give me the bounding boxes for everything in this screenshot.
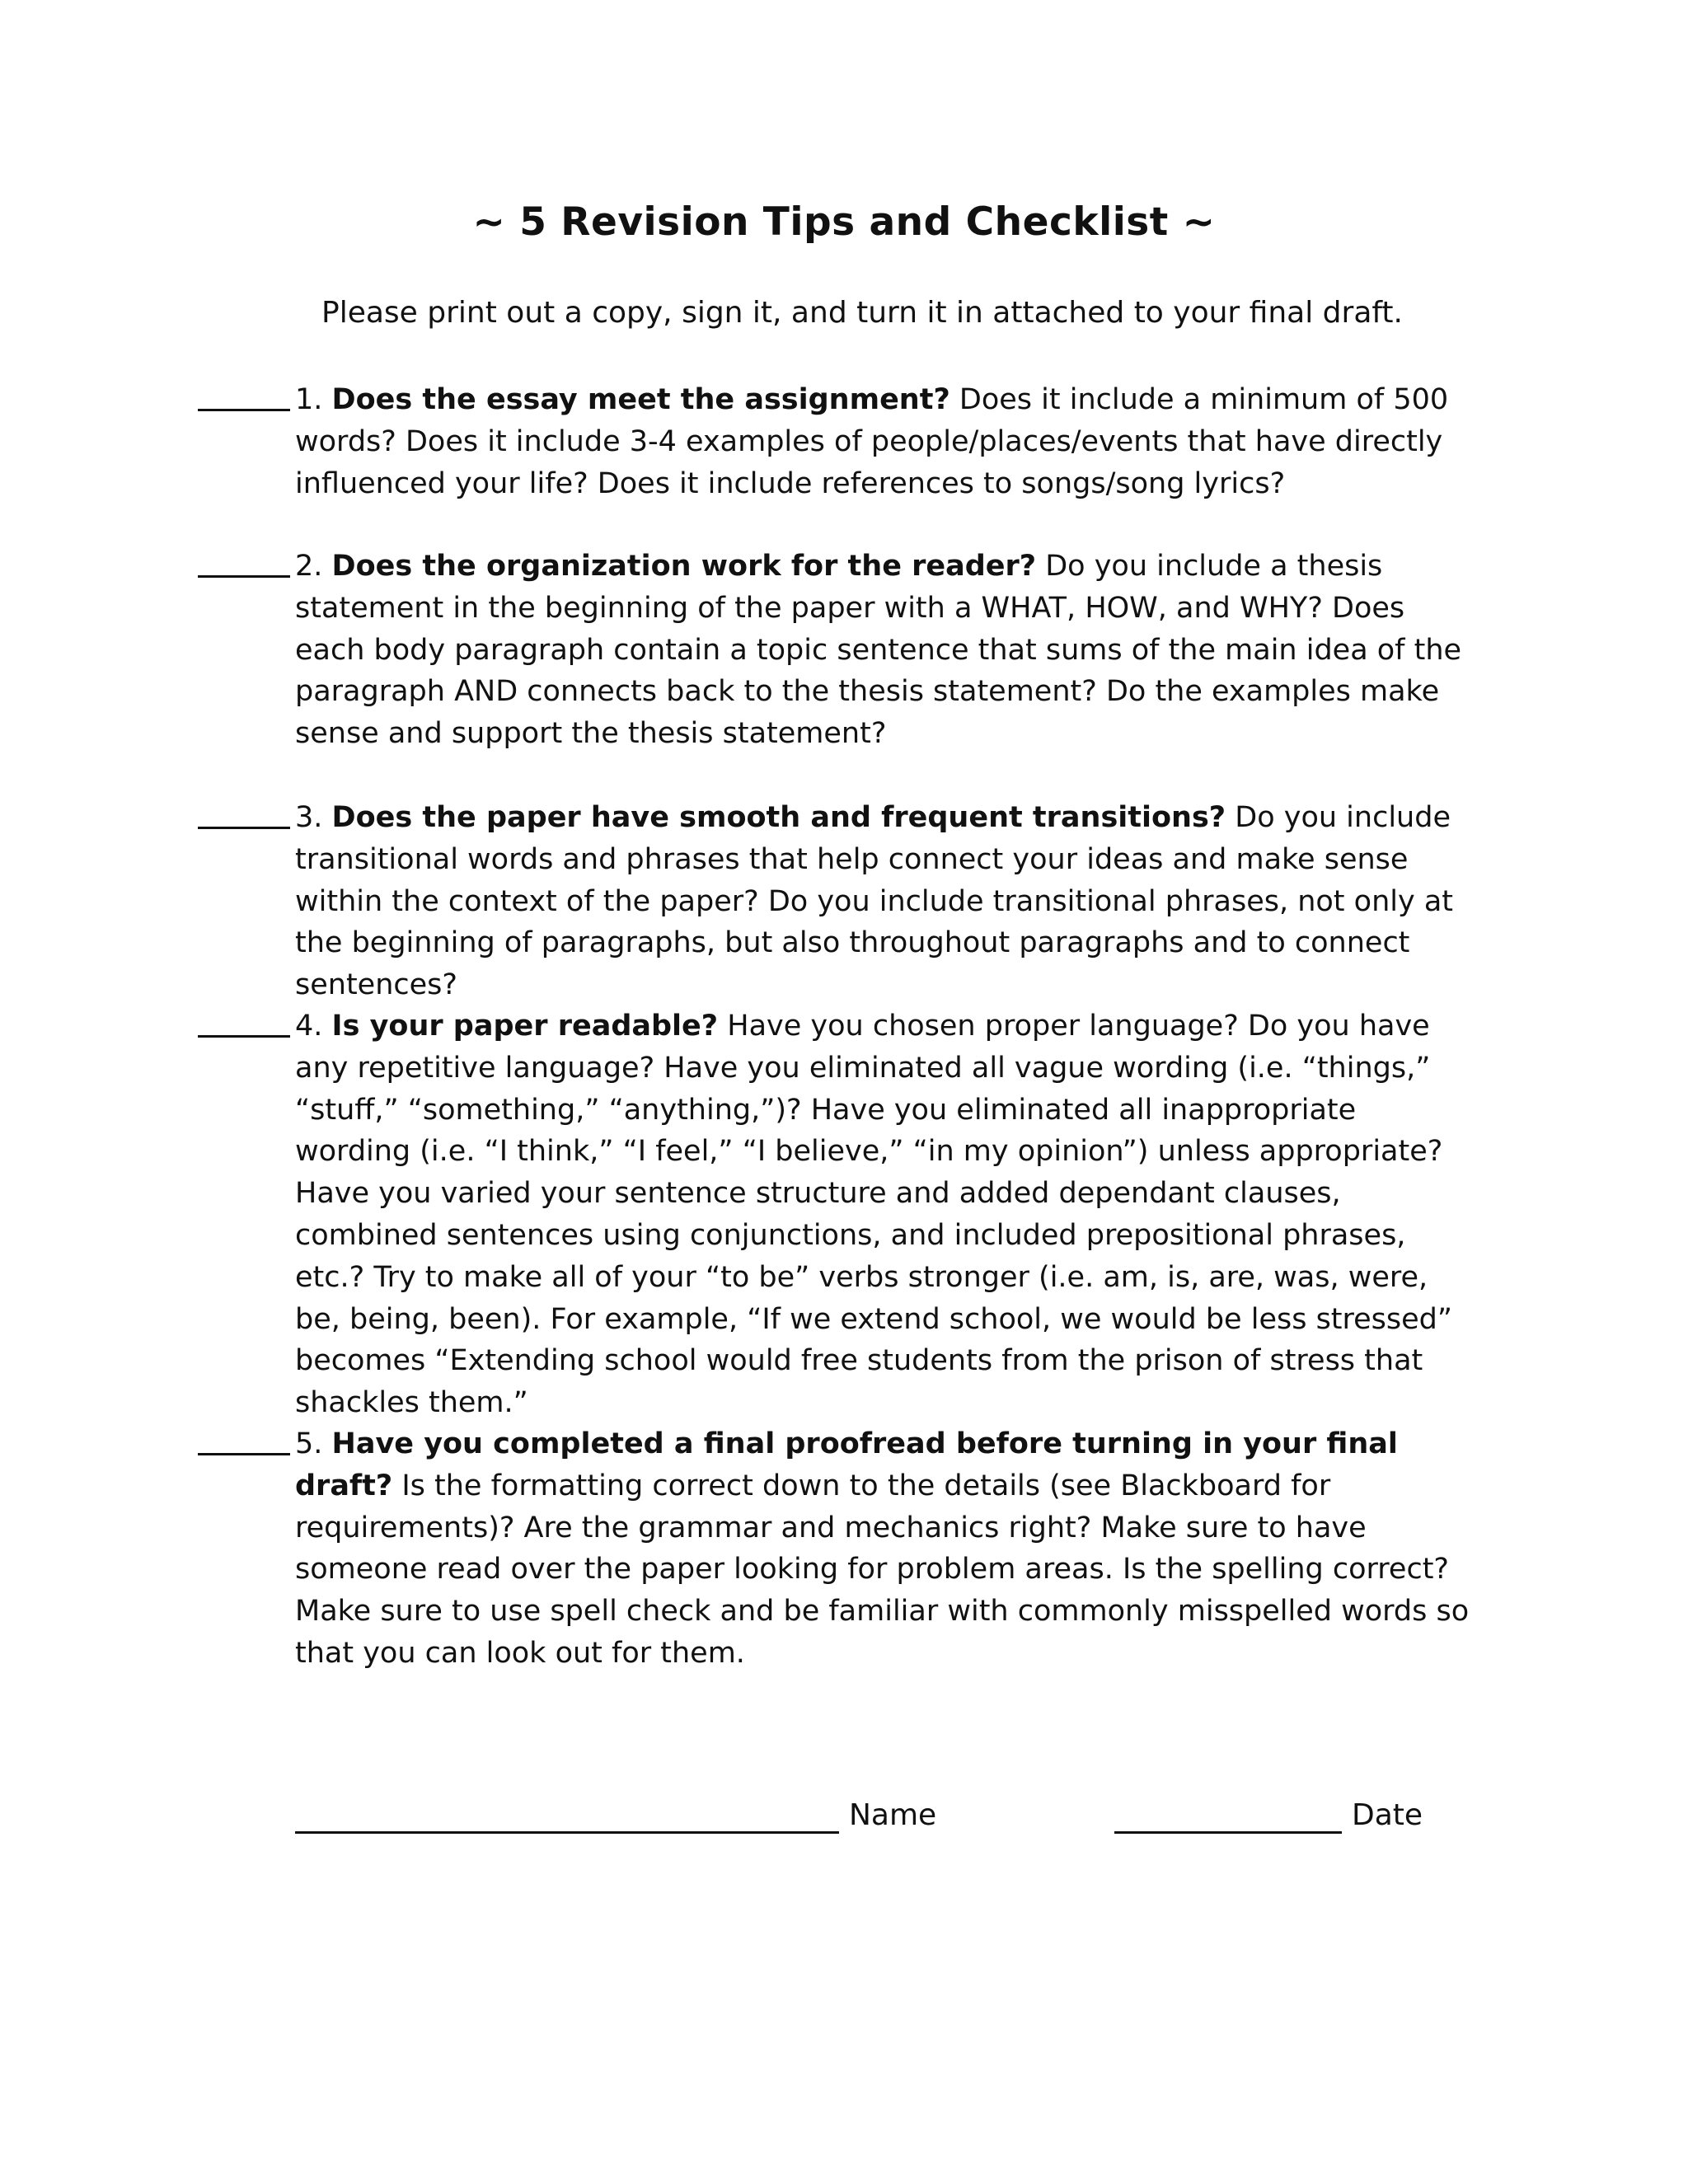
- item-details: Do you include transitional words and phrases that help connect your ideas and make sense within the context of the paper? Do you include transitional phrases, not only at the beginning of paragraphs, but also throughout paragraphs and to connect sentences?: [295, 801, 1453, 1002]
- page-title: ~ 5 Revision Tips and Checklist ~: [472, 199, 1216, 245]
- item-text-4: [295, 1005, 1479, 1424]
- item-number: 4.: [295, 1010, 323, 1043]
- item-text-3: [295, 797, 1479, 1006]
- item-question: Is your paper readable?: [331, 1010, 719, 1043]
- item-number: 2.: [295, 550, 323, 583]
- item-details: Do you include a thesis statement in the beginning of the paper with a WHAT, HOW, and WHY? Does each body paragraph contain a topic sentence that sums of the main idea of the paragraph AND connects back to the thesis statement? Do the examples make sense and support the thesis statement?: [295, 550, 1462, 751]
- item-details: Have you chosen proper language? Do you have any repetitive language? Have you eliminated all vague wording (i.e. “things,” “stuff,” “something,” “anything,”)? Have you eliminated all inappropriate wording (i.e. “I think,” “I feel,” “I believe,” “in my opinion”) unless appropriate? Have you varied your sentence structure and added dependant clauses, combined sentences using conjunctions, and included prepositional phrases, etc.? Try to make all of your “to be” verbs stronger (i.e. am, is, are, was, were, be, being, been). For example, “If we extend school, we would be less stressed” becomes “Extending school would free students from the prison of stress that shackles them.”: [295, 1010, 1453, 1420]
- date-label: Date: [1352, 1798, 1423, 1832]
- signature-row: [0, 1795, 1688, 1844]
- item-number: 3.: [295, 801, 323, 834]
- check-blank-2[interactable]: [198, 575, 290, 578]
- date-signature-line[interactable]: [1114, 1831, 1342, 1834]
- item-number: 5.: [295, 1427, 323, 1460]
- item-question: Have you completed a final proofread before turning in your final draft?: [295, 1427, 1398, 1502]
- item-question: Does the paper have smooth and frequent transitions?: [331, 801, 1226, 834]
- check-blank-3[interactable]: [198, 827, 290, 829]
- item-text-1: [295, 379, 1479, 504]
- instructions-text: Please print out a copy, sign it, and turn it in attached to your final draft.: [321, 296, 1403, 330]
- check-blank-5[interactable]: [198, 1453, 290, 1455]
- check-blank-4[interactable]: [198, 1035, 290, 1038]
- item-details: Is the formatting correct down to the details (see Blackboard for requirements)? Are the grammar and mechanics right? Make sure to have someone read over the paper looking for problem areas. Is the spelling correct? Make sure to use spell check and be familiar with commonly misspelled words so that you can look out for them.: [295, 1469, 1470, 1670]
- name-label: Name: [849, 1798, 937, 1832]
- item-text-5: [295, 1423, 1479, 1675]
- item-details: Does it include a minimum of 500 words? Does it include 3-4 examples of people/places/events that have directly influenced your life? Does it include references to songs/song lyrics?: [295, 383, 1449, 500]
- item-question: Does the essay meet the assignment?: [331, 383, 950, 416]
- check-blank-1[interactable]: [198, 409, 290, 411]
- item-number: 1.: [295, 383, 323, 416]
- item-text-2: [295, 546, 1479, 755]
- name-signature-line[interactable]: [295, 1831, 839, 1834]
- item-question: Does the organization work for the reader?: [331, 550, 1037, 583]
